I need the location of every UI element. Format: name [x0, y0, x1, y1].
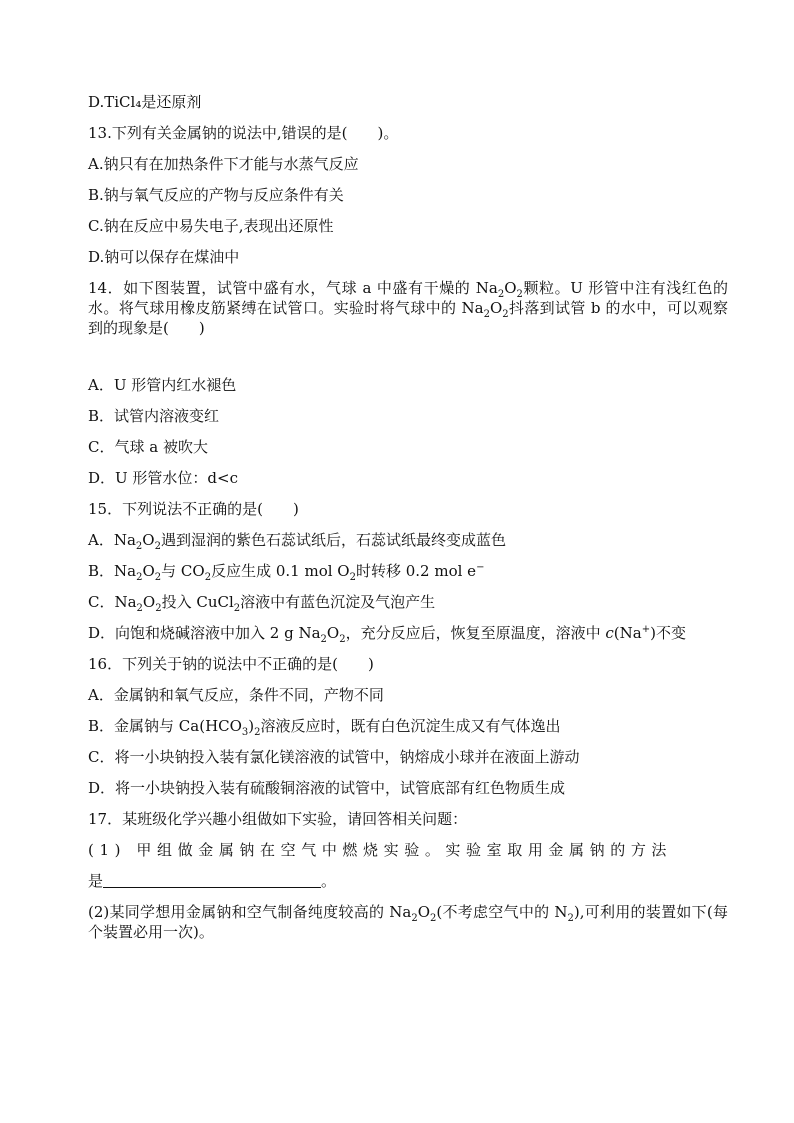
question-15-option-a: A．$Na_2O_2$遇到湿润的紫色石蕊试纸后，石蕊试纸最终变成蓝色 [88, 531, 506, 552]
question-16-option-b: B．金属钠与 $Ca(HCO_3)_2$溶液反应时，既有白色沉淀生成又有气体逸出 [88, 717, 561, 738]
question-14-option-d: D．U 形管水位：d<c [88, 469, 239, 487]
question-17: 17．某班级化学兴趣小组做如下实验，请回答相关问题： [88, 810, 468, 828]
question-16-option-c: C．将一小块钠投入装有氯化镁溶液的试管中，钠熔成小球并在液面上游动 [88, 748, 580, 766]
question-13-option-d: D.钠可以保存在煤油中 [88, 248, 240, 266]
question-16: 16．下列关于钠的说法中不正确的是( ) [88, 655, 374, 673]
option-d-ticl4: D.TiCl₄是还原剂 [88, 93, 202, 111]
question-15: 15．下列说法不正确的是( ) [88, 500, 299, 518]
question-13-option-a: A.钠只有在加热条件下才能与水蒸气反应 [88, 155, 359, 173]
question-14-option-c: C．气球 a 被吹大 [88, 438, 208, 456]
question-17-part-2: (2)某同学想用金属钠和空气制备纯度较高的 $Na_2O_2$(不考虑空气中的 $N_2$),可利用的装置如下(每个装置必用一次)。 [88, 903, 728, 941]
question-13-option-c: C.钠在反应中易失电子,表现出还原性 [88, 217, 334, 235]
figure-space [88, 349, 728, 375]
document-page [88, 92, 728, 953]
question-13-option-b: B.钠与氧气反应的产物与反应条件有关 [88, 186, 344, 204]
question-17-part-1: (1) 甲组做金属钠在空气中燃烧实验。实验室取用金属钠的方法 [88, 841, 673, 859]
question-13: 13.下列有关金属钠的说法中,错误的是( )。 [88, 124, 399, 142]
question-16-option-d: D．将一小块钠投入装有硫酸铜溶液的试管中，试管底部有红色物质生成 [88, 779, 566, 797]
question-15-option-d: D．向饱和烧碱溶液中加入 2 g $Na_2O_2$，充分反应后，恢复至原温度，溶液中 c(Na+)不变 [88, 624, 686, 645]
question-14-option-b: B．试管内溶液变红 [88, 407, 220, 425]
question-15-option-b: B．$Na_2O_2$与 $CO_2$反应生成 0.1 mol $O_2$时转移 0.2 mol e− [88, 562, 485, 583]
question-17-part-1-answer: 是 。 [88, 872, 337, 890]
question-16-option-a: A．金属钠和氧气反应，条件不同，产物不同 [88, 686, 384, 704]
question-14: 14．如下图装置，试管中盛有水，气球 a 中盛有干燥的 $Na_2O_2$颗粒。U 形管中注有浅红色的水。将气球用橡皮筋紧缚在试管口。实验时将气球中的 $Na_2O_2$抖落到试管 b 的水中，可以观察到的现象是( ) [88, 279, 728, 337]
answer-blank[interactable] [103, 871, 321, 888]
question-15-option-c: C．$Na_2O_2$投入 CuCl$_2$溶液中有蓝色沉淀及气泡产生 [88, 593, 436, 614]
question-14-option-a: A．U 形管内红水褪色 [88, 376, 237, 394]
